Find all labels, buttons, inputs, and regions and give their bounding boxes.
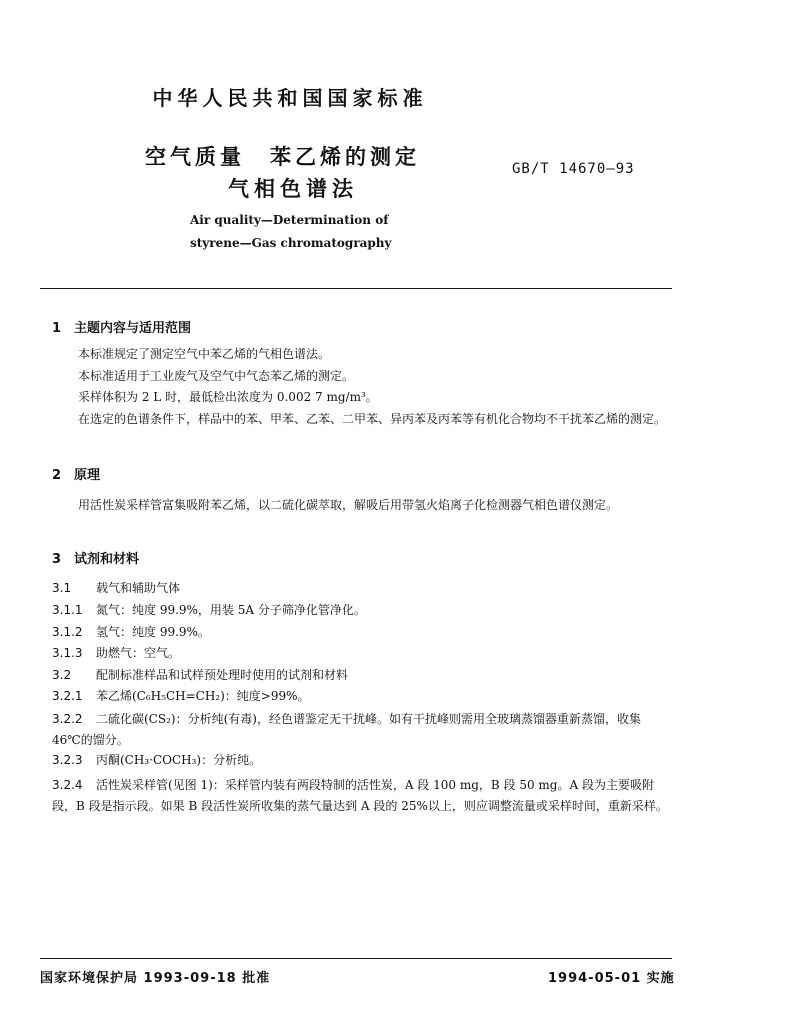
list-item	[52, 622, 672, 643]
section-1-paragraph-4: 在选定的色谱条件下，样品中的苯、甲苯、乙苯、二甲苯、异丙苯及丙苯等有机化合物均不干扰苯乙烯的测定。	[78, 412, 667, 426]
item-text: 苯乙烯(C₆H₅CH=CH₂)：纯度>99%。	[96, 689, 310, 703]
approval-line: 国家环境保护局 1993-09-18 批准	[40, 971, 271, 986]
top-divider	[40, 288, 672, 289]
list-item	[52, 600, 672, 621]
section-1-paragraph-1: 本标准规定了测定空气中苯乙烯的气相色谱法。	[78, 347, 331, 361]
list-item	[52, 643, 672, 664]
item-text: 活性炭采样管(见图 1)：采样管内装有两段特制的活性炭，A 段 100 mg，B 段 50 mg。A 段为主要吸附段，B 段是指示段。如果 B 段活性炭所收集的蒸气量达到 A 段的 25%以上，则应调整流量或采样时间，重新采样。	[52, 778, 668, 813]
bottom-divider	[40, 958, 672, 959]
item-number: 3.1.3	[52, 646, 83, 660]
list-item	[52, 750, 672, 771]
section-2-paragraph-1: 用活性炭采样管富集吸附苯乙烯，以二硫化碳萃取，解吸后用带氢火焰离子化检测器气相色谱仪测定。	[78, 498, 619, 512]
item-number: 3.2.4	[52, 778, 83, 792]
item-number: 3.1.1	[52, 603, 83, 617]
item-number: 3.2.2	[52, 712, 83, 726]
english-title-line-2: styrene—Gas chromatography	[190, 236, 392, 250]
section-1-heading: 1 主题内容与适用范围	[52, 321, 192, 336]
english-title-line-1: Air quality—Determination of	[190, 213, 389, 227]
item-text: 助燃气：空气。	[96, 646, 181, 660]
list-item	[52, 775, 672, 817]
item-text: 丙酮(CH₃·COCH₃)：分析纯。	[96, 753, 262, 767]
title-line-2: 气相色谱法	[228, 177, 358, 201]
section-3-heading: 3 试剂和材料	[52, 552, 140, 567]
item-number: 3.1	[52, 581, 72, 595]
item-number: 3.2.3	[52, 753, 83, 767]
item-text: 氢气：纯度 99.9%。	[96, 625, 210, 639]
section-2-heading: 2 原理	[52, 468, 101, 483]
national-standard-header: 中华人民共和国国家标准	[152, 86, 428, 110]
item-number: 3.2	[52, 668, 72, 682]
item-number: 3.2.1	[52, 689, 83, 703]
standard-number: GB/T 14670—93	[512, 161, 635, 177]
list-item	[52, 686, 672, 707]
item-text: 配制标准样品和试样预处理时使用的试剂和材料	[96, 668, 349, 682]
item-text: 载气和辅助气体	[96, 581, 181, 595]
item-text: 二硫化碳(CS₂)：分析纯(有毒)，经色谱鉴定无干扰峰。如有干扰峰则需用全玻璃蒸馏器重新蒸馏，收集 46℃的馏分。	[52, 712, 641, 747]
section-1-paragraph-2: 本标准适用于工业废气及空气中气态苯乙烯的测定。	[78, 369, 355, 383]
list-item	[52, 578, 672, 599]
list-item	[52, 665, 672, 686]
implementation-date: 1994-05-01 实施	[548, 971, 675, 986]
list-item	[52, 709, 672, 751]
section-1-paragraph-3: 采样体积为 2 L 时，最低检出浓度为 0.002 7 mg/m³。	[78, 390, 378, 404]
item-text: 氮气：纯度 99.9%，用装 5A 分子筛净化管净化。	[96, 603, 366, 617]
title-line-1: 空气质量 苯乙烯的测定	[145, 145, 420, 169]
item-number: 3.1.2	[52, 625, 83, 639]
